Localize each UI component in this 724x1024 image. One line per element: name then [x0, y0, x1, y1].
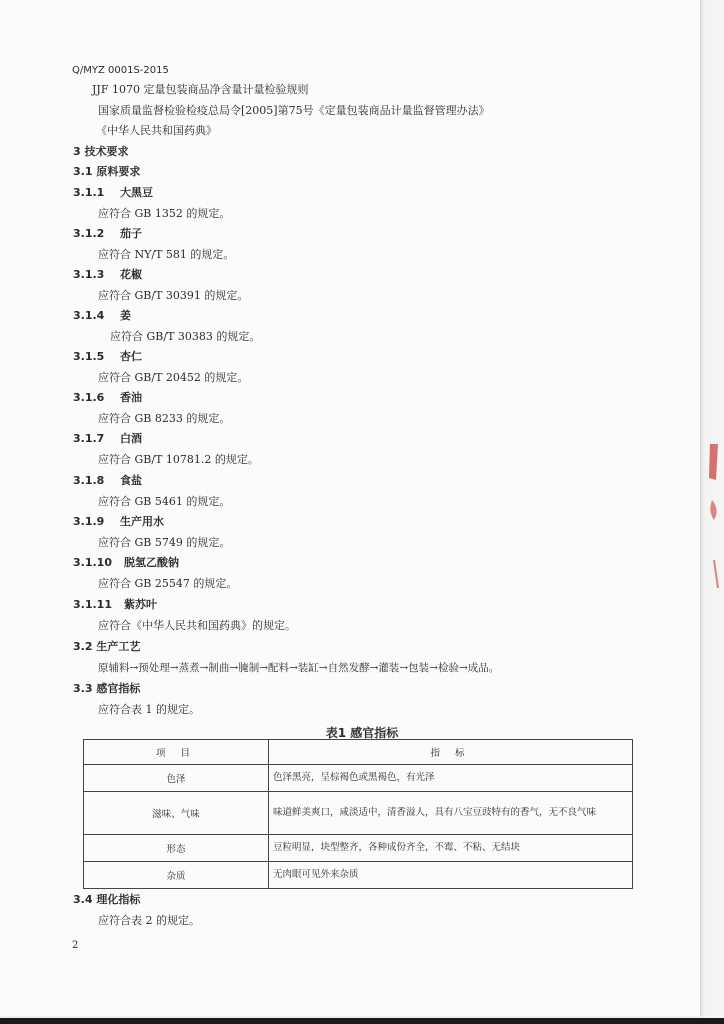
item-title: 茄子 — [120, 227, 142, 240]
item-title: 香油 — [120, 391, 142, 404]
item-number: 3.1.2 — [73, 227, 105, 240]
item-title: 白酒 — [120, 432, 142, 445]
page-number: 2 — [72, 940, 79, 951]
item-requirement: 应符合 GB 5461 的规定。 — [98, 495, 231, 508]
item-number: 3.1.4 — [73, 309, 105, 322]
item-number: 3.1.10 — [73, 556, 112, 569]
item-number: 3.1.8 — [73, 474, 105, 487]
item-title: 生产用水 — [120, 515, 164, 528]
table-cell-item: 形态 — [84, 835, 269, 862]
item-requirement: 应符合 GB 8233 的规定。 — [98, 412, 231, 425]
item-number: 3.1.6 — [73, 391, 105, 404]
header-standard-code: Q/MYZ 0001S-2015 — [72, 65, 169, 76]
item-title: 紫苏叶 — [124, 598, 157, 611]
item-title: 花椒 — [120, 268, 142, 281]
item-requirement: 应符合《中华人民共和国药典》的规定。 — [98, 619, 296, 632]
item-title: 姜 — [120, 309, 131, 322]
table-cell-item: 滋味、气味 — [84, 792, 269, 835]
item-requirement: 应符合 GB/T 20452 的规定。 — [98, 371, 249, 384]
item-number: 3.1.11 — [73, 598, 112, 611]
item-requirement: 应符合 GB 5749 的规定。 — [98, 536, 231, 549]
table-header-cell: 项 目 — [84, 740, 269, 765]
item-number: 3.1.9 — [73, 515, 105, 528]
item-title: 杏仁 — [120, 350, 142, 363]
item-requirement: 应符合 GB/T 30391 的规定。 — [98, 289, 249, 302]
item-requirement: 应符合 NY/T 581 的规定。 — [98, 248, 235, 261]
item-number: 3.1.1 — [73, 186, 105, 199]
reference-line: 《中华人民共和国药典》 — [96, 124, 217, 137]
table-row — [84, 792, 633, 835]
table-cell-spec: 色泽黑亮，呈棕褐色或黑褐色，有光泽 — [269, 765, 633, 792]
item-requirement: 应符合 GB 1352 的规定。 — [98, 207, 231, 220]
item-number: 3.1.7 — [73, 432, 105, 445]
section-heading-3-1: 3.1 原料要求 — [73, 165, 141, 178]
item-number: 3.1.3 — [73, 268, 105, 281]
process-flow: 原辅料→预处理→蒸煮→制曲→腌制→配料→装缸→自然发酵→灌装→包装→检验→成品。 — [98, 662, 500, 674]
table-row — [84, 862, 633, 889]
table-caption: 表1 感官指标 — [325, 726, 399, 740]
sensory-table — [83, 739, 633, 889]
item-title: 食盐 — [120, 474, 142, 487]
table-header-row — [84, 740, 633, 765]
reference-line: JJF 1070 定量包装商品净含量计量检验规则 — [92, 83, 309, 96]
table-row — [84, 765, 633, 792]
item-requirement: 应符合 GB 25547 的规定。 — [98, 577, 238, 590]
table-cell-spec: 味道鲜美爽口，咸淡适中，清香溢人，具有八宝豆豉特有的香气，无不良气味 — [269, 792, 633, 835]
table-cell-item: 杂质 — [84, 862, 269, 889]
section-heading-3: 3 技术要求 — [73, 145, 129, 158]
table-header-cell: 指 标 — [269, 740, 633, 765]
section-requirement: 应符合表 1 的规定。 — [98, 703, 200, 716]
section-heading-3-2: 3.2 生产工艺 — [73, 640, 141, 653]
table-row — [84, 835, 633, 862]
section-heading-3-3: 3.3 感官指标 — [73, 682, 141, 695]
section-requirement: 应符合表 2 的规定。 — [98, 914, 200, 927]
table-cell-item: 色泽 — [84, 765, 269, 792]
section-heading-3-4: 3.4 理化指标 — [73, 893, 141, 906]
scan-border — [0, 1018, 724, 1024]
reference-line: 国家质量监督检验检疫总局令[2005]第75号《定量包装商品计量监督管理办法》 — [98, 104, 490, 117]
item-requirement: 应符合 GB/T 30383 的规定。 — [110, 330, 261, 343]
item-requirement: 应符合 GB/T 10781.2 的规定。 — [98, 453, 259, 466]
item-number: 3.1.5 — [73, 350, 105, 363]
stamp-edge-mark — [704, 440, 722, 590]
table-cell-spec: 豆粒明显，块型整齐，各种成份齐全，不霉、不粘、无结块 — [269, 835, 633, 862]
table-cell-spec: 无肉眼可见外来杂质 — [269, 862, 633, 889]
item-title: 大黑豆 — [120, 186, 153, 199]
item-title: 脱氢乙酸钠 — [124, 556, 179, 569]
